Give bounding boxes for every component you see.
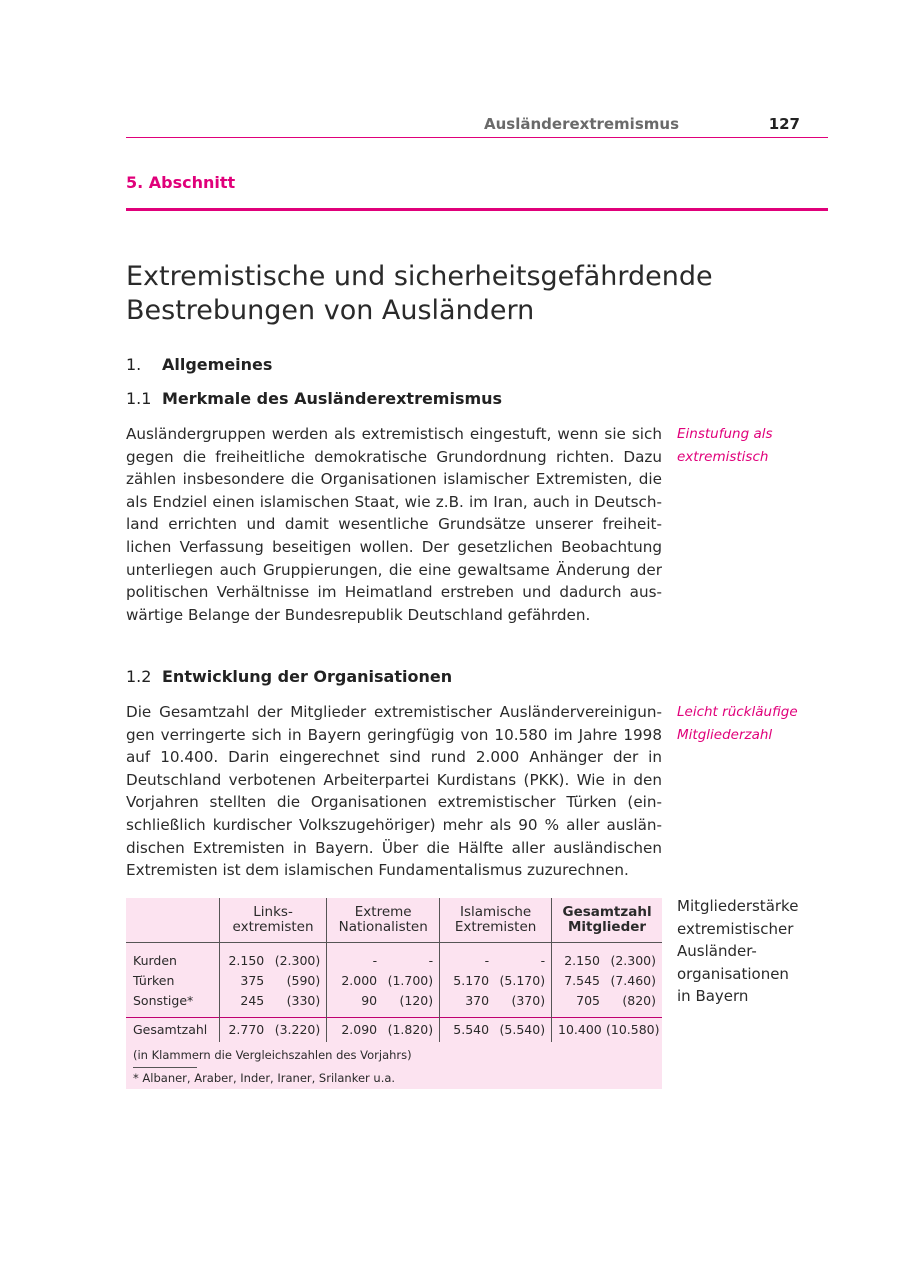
heading-text: Entwicklung der Organisationen [162, 667, 453, 686]
chapter-title [126, 260, 746, 328]
table-header-row [126, 898, 662, 943]
table-row [126, 971, 662, 991]
column-header-linksextremisten: Links- extremisten [219, 898, 326, 943]
heading-text: Allgemeines [162, 355, 273, 374]
table-corner-cell [126, 898, 219, 943]
table-cell: 7.545 (7.460) [552, 971, 662, 991]
table-row [126, 951, 662, 971]
heading-allgemeines [126, 355, 272, 374]
table-cell: 2.150 (2.300) [552, 951, 662, 971]
heading-entwicklung [126, 667, 452, 686]
table-cell: 90 (120) [327, 991, 440, 1011]
paragraph-entwicklung: Die Gesamtzahl der Mitglieder extremistischer Ausländervereinigungen verringerte sich in Bayern geringfügig von 10.580 im Jahre 1998 auf 10.400. Darin eingerechnet sind rund 2.000 Anhänger der in Deutschland verbotenen Arbeiterpartei Kurdistans (PKK). Wie in den Vorjahren stellten die Organisationen extremistischer Türken (einschließlich kurdischer Volkszugehöriger) mehr als 90 % aller ausländischen Extremisten in Bayern. Über die Hälfte aller ausländischen Extremisten ist dem islamischen Fundamentalismus zuzurechnen. [126, 703, 662, 880]
paragraph-merkmale: Ausländergruppen werden als extremistisch eingestuft, wenn sie sich gegen die freiheitliche demokratische Grundordnung richten. Dazu zählen insbesondere die Organisationen islamischer Extremisten, die als Endziel einen islamischen Staat, wie z.B. im Iran, auch in Deutschland errichten und damit wesentliche Grundsätze unserer freiheitlichen Verfassung beseitigen wollen. Der gesetzlichen Beobachtung unterliegen auch Gruppierungen, die eine gewaltsame Änderung der politischen Verhältnisse im Heimatland erstreben und dadurch auswärtige Belange der Bundesrepublik Deutschland gefährden. [126, 425, 662, 624]
margin-note-mitgliederzahl [677, 701, 827, 746]
heading-number: 1.1 [126, 389, 152, 408]
row-label: Kurden [133, 953, 177, 968]
heading-number: 1.2 [126, 667, 152, 686]
table-total-row [126, 1018, 662, 1043]
table-cell: 245 (330) [219, 991, 326, 1011]
margin-note-line: Mitgliederzahl [677, 726, 773, 743]
table-cell: 370 (370) [440, 991, 552, 1011]
table-caption [677, 895, 827, 1008]
caption-line: Ausländer- [677, 942, 757, 961]
footnote-divider [133, 1067, 197, 1068]
margin-note-line: Leicht rückläufige [677, 704, 798, 720]
table-cell: 5.170 (5.170) [440, 971, 552, 991]
membership-table-box [126, 898, 662, 1089]
margin-note-line: extremistisch [677, 448, 769, 465]
page-number: 127 [768, 115, 800, 133]
row-label: Gesamtzahl [126, 1018, 219, 1043]
table-cell: 2.150 (2.300) [219, 951, 326, 971]
row-label: Sonstige* [133, 993, 194, 1008]
table-cell: 2.770 (3.220) [219, 1018, 326, 1043]
caption-line: Mitgliederstärke [677, 897, 799, 915]
heading-text: Merkmale des Ausländerextremismus [162, 389, 503, 408]
table-note: (in Klammern die Vergleichszahlen des Vorjahrs) [133, 1048, 412, 1062]
table-cell: - - [440, 951, 552, 971]
table-cell: 5.540 (5.540) [440, 1018, 552, 1043]
table-cell: 705 (820) [552, 991, 662, 1011]
column-header-nationalisten: Extreme Nationalisten [327, 898, 440, 943]
chapter-title-line2: Bestrebungen von Ausländern [126, 295, 535, 326]
table-cell: - - [327, 951, 440, 971]
section-label: 5. Abschnitt [126, 173, 236, 192]
table-cell: 375 (590) [219, 971, 326, 991]
caption-line: extremistischer [677, 919, 794, 938]
section-divider [126, 208, 828, 211]
running-header [126, 113, 828, 138]
heading-merkmale [126, 389, 502, 408]
row-label: Türken [133, 973, 175, 988]
membership-table [126, 898, 662, 1042]
table-row [126, 991, 662, 1011]
table-cell: 10.400 (10.580) [552, 1018, 662, 1043]
caption-line: organisationen [677, 964, 789, 983]
chapter-title-line1: Extremistische und sicherheitsgefährdende [126, 261, 713, 292]
margin-note-line: Einstufung als [677, 426, 773, 442]
caption-line: in Bayern [677, 987, 749, 1006]
running-title: Ausländerextremismus [484, 115, 679, 133]
table-footnote: * Albaner, Araber, Inder, Iraner, Srilanker u.a. [133, 1071, 396, 1085]
table-cell: 2.090 (1.820) [327, 1018, 440, 1043]
table-cell: 2.000 (1.700) [327, 971, 440, 991]
heading-number: 1. [126, 355, 142, 374]
margin-note-einstufung [677, 423, 827, 468]
column-header-islamische-extremisten: Islamische Extremisten [440, 898, 552, 943]
column-header-gesamtzahl: Gesamtzahl Mitglieder [552, 898, 662, 943]
